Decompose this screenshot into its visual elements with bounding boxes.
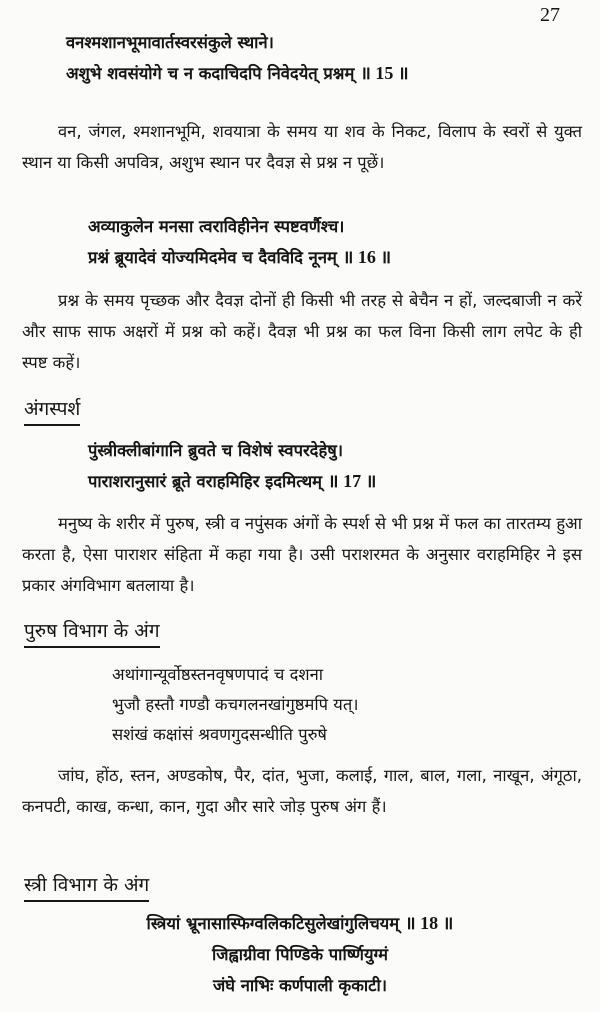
paragraph-3: मनुष्य के शरीर में पुरुष, स्त्री व नपुंसक अंगों के स्पर्श से भी प्रश्न में फल का तारतम्य हुआ करता है, ऐसा पाराशर संहिता में कहा गया है। उसी पराशरमत के अनुसार वराहमिहिर ने इस प्रकार अंगविभाग बतलाया है। (22, 514, 582, 595)
verse-15 (66, 28, 409, 89)
paragraph-1: वन, जंगल, श्मशानभूमि, शवयात्रा के समय या शव के निकट, विलाप के स्वरों से युक्त स्थान या किसी अपवित्र, अशुभ स्थान पर दैवज्ञ से प्रश्न न पूछें। (22, 122, 582, 172)
verse-purusha (112, 660, 359, 750)
verse-line: जंघे नाभिः कर्णपाली कृकाटी। (212, 976, 388, 995)
section-heading-stri: स्त्री विभाग के अंग (24, 872, 149, 902)
verse-line: अथांगान्यूर्वोष्ठस्तनवृषणपादं च दशना (112, 665, 323, 684)
verse-line: अव्याकुलेन मनसा त्वराविहीनेन स्पष्टवर्णैश्च। (88, 217, 345, 236)
section-heading-purusha: पुरुष विभाग के अंग (24, 618, 160, 648)
verse-number: ॥ 16 ॥ (342, 247, 392, 267)
verse-number: ॥ 15 ॥ (360, 63, 409, 83)
verse-17 (88, 436, 376, 497)
verse-line: वनश्मशानभूमावार्तस्वरसंकुले स्थाने। (66, 33, 274, 52)
verse-line: भुजौ हस्तौ गण्डौ कचगलनखांगुष्ठमपि यत्। (112, 695, 359, 714)
verse-line: प्रश्नं ब्रूयादेवं योज्यमिदमेव च दैवविदि नूनम् ॥ 16 ॥ (88, 247, 392, 267)
verse-16 (88, 212, 391, 273)
page-number: 27 (540, 4, 560, 26)
verse-line: स्त्रियां भ्रूनासास्फिग्वलिकटिसुलेखांगुलिचयम् ॥ 18 ॥ (146, 913, 454, 933)
paragraph-2: प्रश्न के समय पृच्छक और दैवज्ञ दोनों ही किसी भी तरह से बेचैन न हों, जल्दबाजी न करें और साफ साफ अक्षरों में प्रश्न को कहें। दैवज्ञ भी प्रश्न का फल विना किसी लाग लपेट के ही स्पष्ट कहें। (22, 291, 582, 372)
verse-number: ॥ 17 ॥ (327, 471, 377, 491)
verse-line: सशंखं कक्षांसं श्रवणगुदसन्धीति पुरुषे (112, 725, 327, 744)
verse-18 (0, 908, 600, 1001)
verse-number: ॥ 18 ॥ (404, 913, 454, 933)
verse-line: पुंस्त्रीक्लीबांगानि ब्रुवते च विशेषं स्वपरदेहेषु। (88, 441, 344, 460)
verse-line: पाराशरानुसारं ब्रूते वराहमिहिर इदमित्थम् ॥ 17 ॥ (88, 471, 377, 491)
section-heading-anga-sparsha: अंगस्पर्श (24, 396, 80, 426)
verse-line: अशुभे शवसंयोगे च न कदाचिदपि निवेदयेत् प्रश्नम् ॥ 15 ॥ (66, 63, 409, 83)
paragraph-4: जांघ, होंठ, स्तन, अण्डकोष, पैर, दांत, भुजा, कलाई, गाल, बाल, गला, नाखून, अंगूठा, कनपटी, काख, कन्धा, कान, गुदा और सारे जोड़ पुरुष अंग हैं। (22, 766, 582, 816)
verse-line: जिह्वाग्रीवा पिण्डिके पार्ष्णियुग्मं (211, 945, 389, 964)
